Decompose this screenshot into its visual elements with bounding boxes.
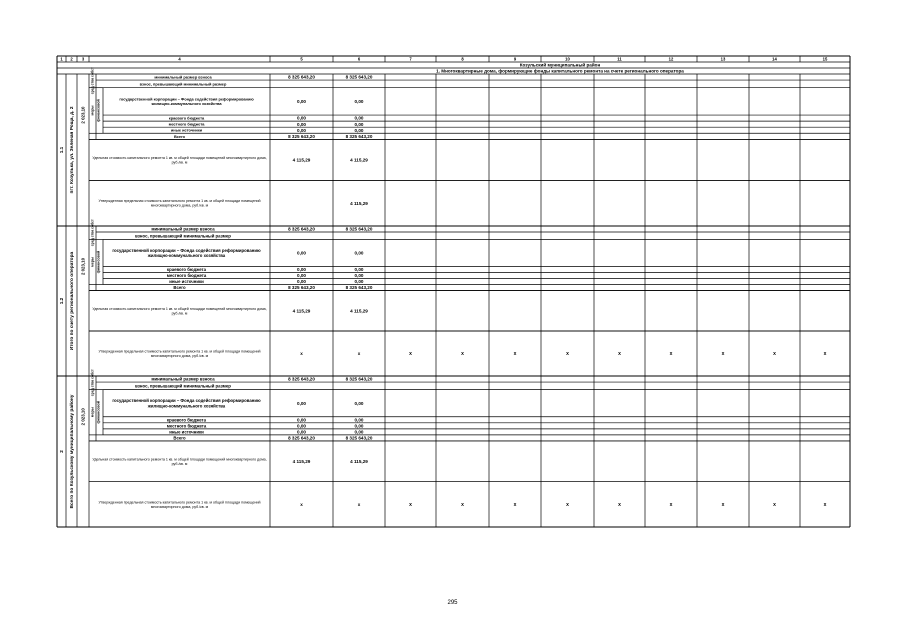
row-label-mest: местного бюджета xyxy=(166,423,207,429)
row-label-krai: краевого бюджета xyxy=(166,417,207,423)
value-col5-total: 8 325 643,20 xyxy=(288,133,315,139)
value-col6-total: 8 325 643,20 xyxy=(345,133,373,139)
column-number-13: 13 xyxy=(720,56,726,62)
value-col7-limit: x xyxy=(409,351,412,358)
value-col6-min_fee: 8 325 643,20 xyxy=(345,376,373,382)
value-col6-mest: 0,00 xyxy=(354,423,364,429)
column-number-1: 1 xyxy=(60,56,63,62)
column-number-14: 14 xyxy=(772,56,777,62)
value-col5-mest: 0,00 xyxy=(297,423,306,429)
value-col5-inye: 0,00 xyxy=(297,127,306,133)
group-label-sredstva: сред ства собст xyxy=(90,67,95,95)
value-col5-krai: 0,00 xyxy=(297,267,306,273)
row-label-min_fee: минимальный размер взноса xyxy=(151,226,215,232)
row-label-inye: иные источники xyxy=(169,279,204,284)
value-col9-limit: x xyxy=(513,501,517,508)
value-col5-fund: 0,00 xyxy=(297,250,306,256)
value-col6-krai: 0,00 xyxy=(354,417,364,423)
row-label-unit: руб./кв. м xyxy=(171,461,188,466)
value-col6-mest: 0,00 xyxy=(354,273,364,279)
value-col5-min_fee: 8 325 643,20 xyxy=(288,226,315,232)
row-label-inye: иные источники xyxy=(170,127,203,133)
row-label-over_fee: взнос, превышающий минимальный размер xyxy=(135,233,231,239)
value-col8-limit: x xyxy=(461,501,464,508)
value-col6-inye: 0,00 xyxy=(354,127,364,133)
group-label-sredstva: сред ства собст xyxy=(90,369,95,397)
row-label-min_fee: минимальный размер взноса xyxy=(154,74,212,80)
district-title: Козульский муниципальный район xyxy=(519,62,601,68)
value-col5-total: 8 325 643,20 xyxy=(288,285,315,291)
row-label-fund: жилищно-коммунального хозяйства xyxy=(147,403,226,409)
value-col5-unit: 4 115,29 xyxy=(292,308,311,314)
value-col6-unit: 4 115,29 xyxy=(350,458,368,464)
column-number-9: 9 xyxy=(513,56,517,62)
row-label-fund: жилищно-коммунального хозяйства xyxy=(147,253,226,259)
column-number-2: 2 xyxy=(70,56,73,62)
value-col10-limit: x xyxy=(566,351,569,358)
row-label-limit: многоквартирного дома, руб./кв. м xyxy=(150,504,209,509)
row-label-unit: Удельная стоимость капитального ремонта 1 кв. м общей площади помещений многоквартирного дома, xyxy=(92,155,267,160)
value-col6-inye: 0,00 xyxy=(354,279,364,285)
group-label-mery: меры xyxy=(90,105,95,116)
value-col6-total: 8 325 643,20 xyxy=(345,435,373,441)
value-col5-min_fee: 8 325 643,20 xyxy=(288,376,315,382)
column-number-15: 15 xyxy=(822,56,828,62)
value-col6-min_fee: 8 325 643,20 xyxy=(345,74,373,80)
row-label-fund: государственной корпорации – Фонда содействия реформированию xyxy=(112,247,261,253)
value-col14-limit: x xyxy=(773,501,776,508)
value-col5-mest: 0,00 xyxy=(297,273,306,279)
value-col6-limit: 4 115,29 xyxy=(350,200,368,206)
value-col5-fund: 0,00 xyxy=(297,98,306,104)
value-col10-limit: x xyxy=(566,501,569,508)
row-label-unit: Удельная стоимость капитального ремонта 1 кв. м общей площади помещений многоквартирного дома, xyxy=(92,306,267,311)
row-label-limit: Утвержденная предельная стоимость капитального ремонта 1 кв. м общей площади помещений xyxy=(98,500,261,505)
page-number: 295 xyxy=(447,600,458,606)
value-col6-inye: 0,00 xyxy=(354,429,364,435)
value-col15-limit: x xyxy=(823,351,827,358)
row-number: 1.2 xyxy=(59,297,64,305)
value-col6-krai: 0,00 xyxy=(354,115,364,121)
value-col5-inye: 0,00 xyxy=(297,429,306,435)
column-number-8: 8 xyxy=(461,56,464,62)
value-col13-limit: x xyxy=(721,351,725,358)
value-col14-limit: x xyxy=(773,351,776,358)
row-label-krai: краевого бюджета xyxy=(168,115,205,121)
row-number: 1.1 xyxy=(59,146,64,154)
area-value: 2 023,10 xyxy=(80,106,86,124)
value-col6-unit: 4 115,29 xyxy=(350,157,368,163)
group-label-mery-2: финансовой xyxy=(96,99,101,122)
row-label-fund: государственной корпорации – Фонда содействия реформированию xyxy=(119,96,254,102)
value-col15-limit: x xyxy=(823,501,827,508)
value-col5-inye: 0,00 xyxy=(297,279,306,285)
column-number-4: 4 xyxy=(178,56,181,62)
value-col5-limit: x xyxy=(300,501,303,507)
value-col6-mest: 0,00 xyxy=(354,121,364,127)
row-label-fund: государственной корпорации – Фонда содействия реформированию xyxy=(112,397,261,403)
value-col5-fund: 0,00 xyxy=(297,400,306,406)
value-col6-total: 8 325 643,20 xyxy=(345,285,373,291)
row-label-limit: многоквартирного дома, руб./кв. м xyxy=(150,354,209,359)
group-label-mery-2: финансовой xyxy=(96,401,101,424)
value-col6-krai: 0,00 xyxy=(354,267,364,273)
row-label-fund: жилищно-коммунального хозяйства xyxy=(151,101,222,107)
row-number: 2 xyxy=(59,450,64,453)
group-label-mery-2: финансовой xyxy=(96,250,101,274)
column-number-12: 12 xyxy=(668,56,674,62)
row-label-mest: местного бюджета xyxy=(168,121,205,127)
row-label-over_fee: взнос, превышающий минимальный размер xyxy=(139,81,227,87)
value-col5-krai: 0,00 xyxy=(297,417,306,423)
row-label-total: Всего xyxy=(173,285,186,290)
address-label: Всего по Козульскому муниципальному району xyxy=(70,394,75,509)
row-label-total: Всего xyxy=(173,133,186,139)
address-label: Итого по счету регионального оператора xyxy=(70,251,75,351)
column-number-6: 6 xyxy=(357,56,361,62)
row-label-total: Всего xyxy=(173,435,186,441)
value-col7-limit: x xyxy=(409,501,412,508)
column-number-5: 5 xyxy=(300,56,303,62)
value-col5-total: 8 325 643,20 xyxy=(288,435,315,441)
value-col9-limit: x xyxy=(513,351,517,358)
column-number-3: 3 xyxy=(81,56,85,62)
row-label-limit: Утвержденная предельная стоимость капитального ремонта 1 кв. м общей площади помещений xyxy=(98,199,261,204)
group-label-mery: меры xyxy=(90,407,95,418)
value-col11-limit: x xyxy=(618,351,621,358)
column-number-11: 11 xyxy=(617,56,622,62)
column-number-7: 7 xyxy=(409,56,412,62)
value-col12-limit: x xyxy=(669,501,673,508)
area-value: 2 023,10 xyxy=(80,408,86,426)
value-col8-limit: x xyxy=(461,351,464,358)
row-label-unit: руб./кв. м xyxy=(171,311,188,316)
value-col6-min_fee: 8 325 643,20 xyxy=(345,226,373,232)
row-label-unit: Удельная стоимость капитального ремонта 1 кв. м общей площади помещений многоквартирного дома, xyxy=(92,457,267,462)
row-label-limit: многоквартирного дома, руб./кв. м xyxy=(150,203,209,208)
group-label-mery: меры xyxy=(90,257,95,267)
value-col5-limit: x xyxy=(300,351,303,357)
address-label: пгт. Козулька, ул. Зеленая Роща, д. 2 xyxy=(70,106,75,194)
value-col13-limit: x xyxy=(721,501,725,508)
row-label-unit: руб./кв. м xyxy=(171,160,188,165)
value-col6-fund: 0,00 xyxy=(354,98,364,104)
value-col5-unit: 4 115,29 xyxy=(292,157,311,163)
value-col11-limit: x xyxy=(618,501,621,508)
area-value: 2 023,10 xyxy=(80,257,86,276)
row-label-krai: краевого бюджета xyxy=(166,267,207,272)
value-col6-limit: x xyxy=(357,351,361,357)
value-col5-min_fee: 8 325 643,20 xyxy=(288,74,315,80)
value-col6-fund: 0,00 xyxy=(354,250,364,256)
row-label-limit: Утвержденная предельная стоимость капитального ремонта 1 кв. м общей площади помещений xyxy=(98,349,261,354)
group-label-sredstva: сред ства собст xyxy=(90,219,95,247)
column-number-10: 10 xyxy=(565,56,570,62)
value-col5-mest: 0,00 xyxy=(297,121,306,127)
row-label-mest: местного бюджета xyxy=(166,273,207,278)
value-col6-limit: x xyxy=(357,501,361,507)
row-label-inye: иные источники xyxy=(169,429,204,435)
section-title: 1. Многоквартирные дома, формирующие фонды капитального ремонта на счете регионального оператора xyxy=(436,68,684,74)
row-label-over_fee: взнос, превышающий минимальный размер xyxy=(135,383,231,389)
value-col6-unit: 4 115,29 xyxy=(350,308,368,314)
value-col5-unit: 4 115,29 xyxy=(292,458,311,464)
row-label-min_fee: минимальный размер взноса xyxy=(151,376,215,382)
value-col6-fund: 0,00 xyxy=(354,400,364,406)
value-col12-limit: x xyxy=(669,351,673,358)
value-col5-krai: 0,00 xyxy=(297,115,306,121)
